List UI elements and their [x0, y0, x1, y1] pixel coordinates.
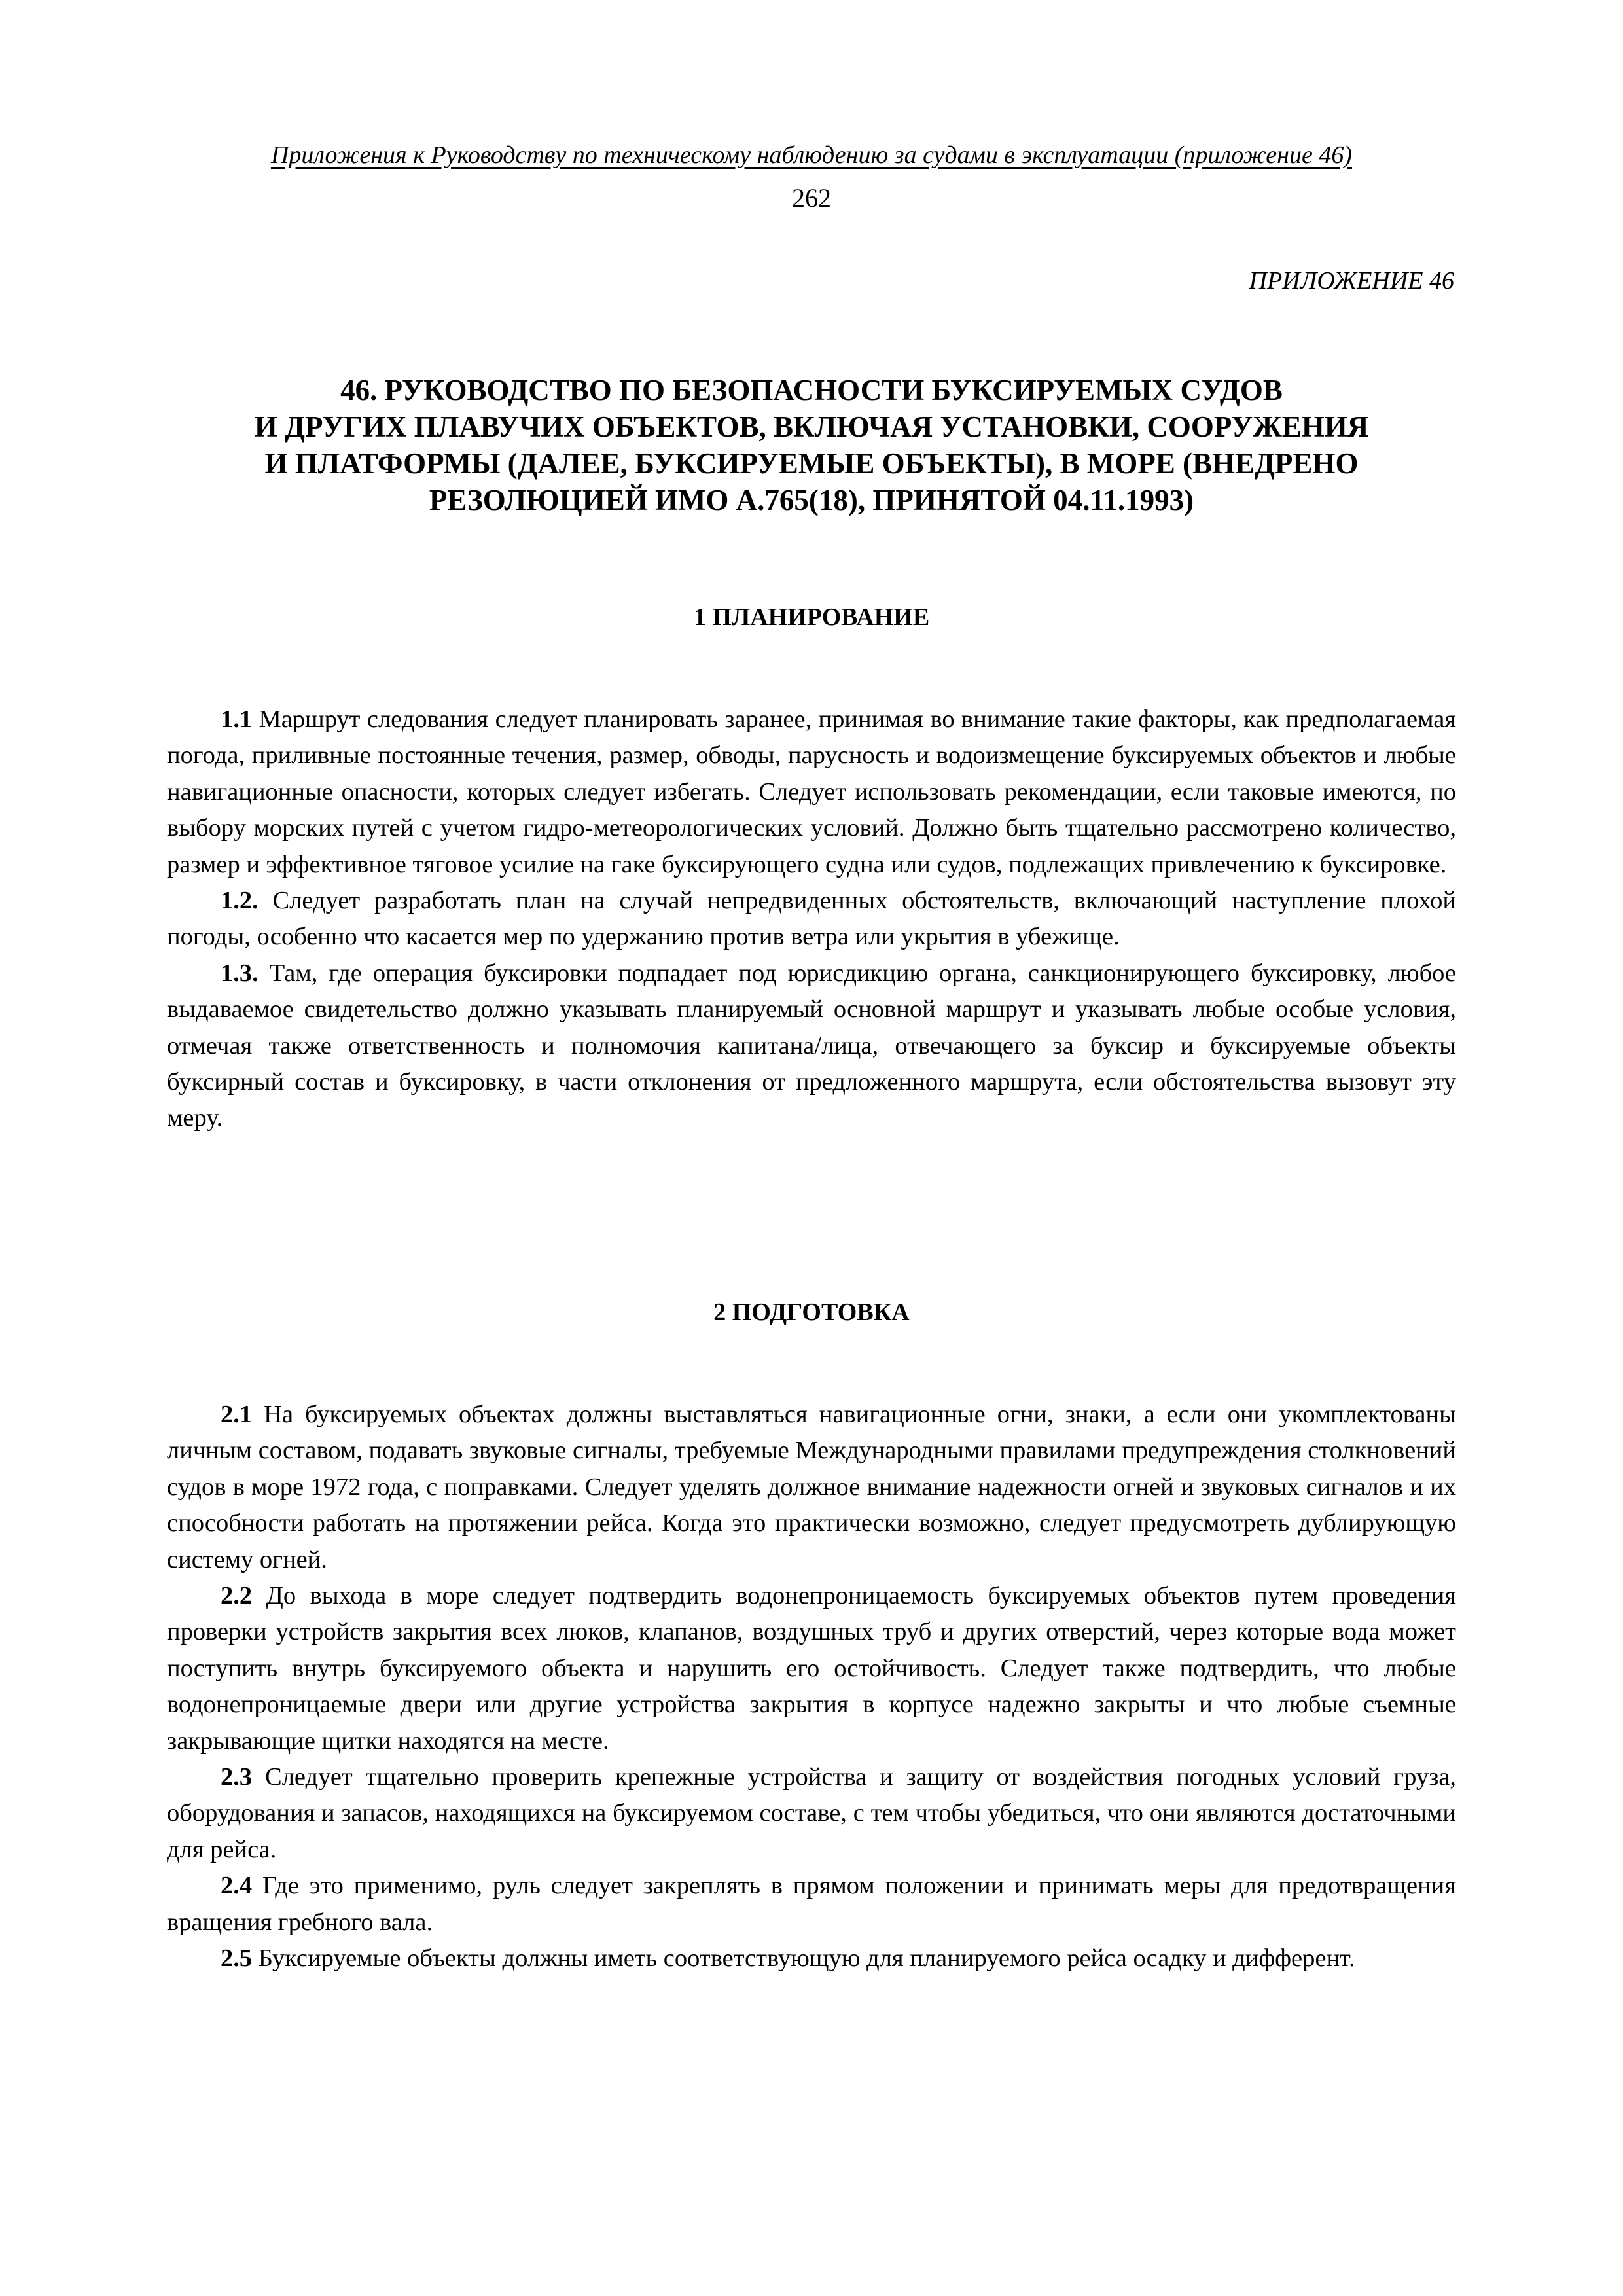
running-header: Приложения к Руководству по техническому наблюдению за судами в эксплуатации (приложение 46) — [270, 141, 1353, 169]
paragraph — [167, 883, 1456, 956]
paragraph-number: 2.5 — [221, 1945, 253, 1973]
paragraph-number: 2.2 — [221, 1582, 253, 1610]
document-title — [167, 372, 1456, 518]
paragraph-text: Следует разработать план на случай непредвиденных обстоятельств, включающий наступление плохой погоды, особенно что касается мер по удержанию против ветра или укрытия в убежище. — [167, 887, 1456, 951]
section-preparation — [167, 1296, 1456, 1977]
section-planning — [167, 601, 1456, 1137]
paragraph-list — [167, 702, 1456, 1137]
paragraph — [167, 1868, 1456, 1941]
title-line: 46. РУКОВОДСТВО ПО БЕЗОПАСНОСТИ БУКСИРУЕМЫХ СУДОВ — [340, 374, 1283, 406]
paragraph-number: 2.4 — [221, 1872, 253, 1900]
paragraph-text: На буксируемых объектах должны выставляться навигационные огни, знаки, а если они укомплектованы личным составом, подавать звуковые сигналы, требуемые Международными правилами предупреждения столкновений судов в море 1972 года, с поправками. Следует уделять должное внимание надежности огней и звуковых сигналов и их способности работать на протяжении рейса. Когда это практически возможно, следует предусмотреть дублирующую систему огней. — [167, 1401, 1456, 1573]
title-line: РЕЗОЛЮЦИЕЙ ИМО А.765(18), ПРИНЯТОЙ 04.11.1993) — [429, 484, 1194, 516]
paragraph-list — [167, 1397, 1456, 1977]
paragraph-number: 2.1 — [221, 1401, 253, 1428]
paragraph-number: 1.3. — [221, 959, 259, 987]
paragraph — [167, 1759, 1456, 1868]
paragraph-number: 2.3 — [221, 1763, 253, 1791]
paragraph — [167, 702, 1456, 883]
paragraph-number: 1.2. — [221, 887, 259, 915]
paragraph — [167, 1397, 1456, 1578]
appendix-label: ПРИЛОЖЕНИЕ 46 — [1249, 267, 1454, 295]
paragraph — [167, 1578, 1456, 1759]
section-heading: 1 ПЛАНИРОВАНИЕ — [693, 603, 930, 631]
paragraph-text: Буксируемые объекты должны иметь соответствующую для планируемого рейса осадку и дифферент. — [252, 1945, 1355, 1973]
title-line: И ПЛАТФОРМЫ (ДАЛЕЕ, БУКСИРУЕМЫЕ ОБЪЕКТЫ), В МОРЕ (ВНЕДРЕНО — [264, 447, 1359, 480]
page-number: 262 — [792, 183, 831, 213]
paragraph-text: Там, где операция буксировки подпадает под юрисдикцию органа, санкционирующего буксировку, любое выдаваемое свидетельство должно указывать планируемый основной маршрут и указывать любые особые условия, отмечая также ответственность и полномочия капитана/лица, отвечающего за буксир и буксируемые объекты буксирный состав и буксировку, в части отклонения от предложенного маршрута, если обстоятельства вызовут эту меру. — [167, 959, 1456, 1132]
section-heading: 2 ПОДГОТОВКА — [713, 1299, 910, 1326]
paragraph-number: 1.1 — [221, 706, 253, 733]
paragraph-text: Маршрут следования следует планировать заранее, принимая во внимание такие факторы, как предполагаемая погода, приливные постоянные течения, размер, обводы, парусность и водоизмещение буксируемых объектов и любые навигационные опасности, которых следует избегать. Следует использовать рекомендации, если таковые имеются, по выбору морских путей с учетом гидро-метеорологических условий. Должно быть тщательно рассмотрено количество, размер и эффективное тяговое усилие на гаке буксирующего судна или судов, подлежащих привлечению к буксировке. — [167, 706, 1456, 878]
paragraph-text: Где это применимо, руль следует закреплять в прямом положении и принимать меры для предотвращения вращения гребного вала. — [167, 1872, 1456, 1936]
paragraph — [167, 1941, 1456, 1977]
paragraph — [167, 956, 1456, 1137]
title-line: И ДРУГИХ ПЛАВУЧИХ ОБЪЕКТОВ, ВКЛЮЧАЯ УСТАНОВКИ, СООРУЖЕНИЯ — [254, 410, 1369, 443]
paragraph-text: До выхода в море следует подтвердить водонепроницаемость буксируемых объектов путем проведения проверки устройств закрытия всех люков, клапанов, воздушных труб и других отверстий, через которые вода может поступить внутрь буксируемого объекта и нарушить его остойчивость. Следует также подтвердить, что любые водонепроницаемые двери или другие устройства закрытия в корпусе надежно закрыты и что любые съемные закрывающие щитки находятся на месте. — [167, 1582, 1456, 1755]
paragraph-text: Следует тщательно проверить крепежные устройства и защиту от воздействия погодных условий груза, оборудования и запасов, находящихся на буксируемом составе, с тем чтобы убедиться, что они являются достаточными для рейса. — [167, 1763, 1456, 1863]
